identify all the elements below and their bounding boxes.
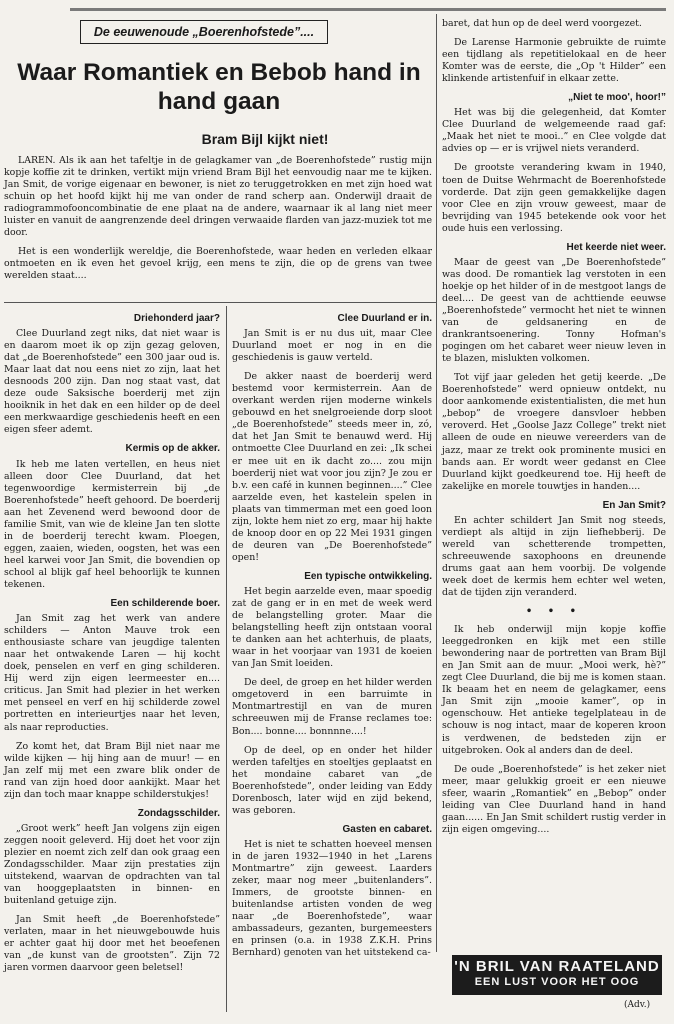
paragraph: Op de deel, op en onder het hilder werden tafeltjes en stoeltjes geplaatst en het mondaine cabaret van „de Boerenhofstede”, onder leiding van Eddy Dorenbosch, later wijd en zijd bekend, was geboren. bbox=[232, 744, 432, 816]
paragraph: De grootste verandering kwam in 1940, toen de Duitse Wehrmacht de Boerenhofstede vorderde. Dat zijn geen gemakkelijke dagen voor Clee en zijn vrouw geweest, maar de bevrijding van 1945 betekende ook voor het oude huis een verlossing. bbox=[442, 162, 666, 234]
paragraph: De Larense Harmonie gebruikte de ruimte een tijdlang als repetitielokaal en de heer Komter was de eerste, die „Op 't Hilder” een klinkende artistenfuif in elkaar zette. bbox=[442, 37, 666, 85]
paragraph: LAREN. Als ik aan het tafeltje in de gelagkamer van „de Boerenhofstede” rustig mijn kopje koffie zit te drinken, vertikt mijn vriend Bram Bijl het eenvoudig naar me te kijken. Jan Smit, de vorige eigenaar en bewoner, is niet zo teruggetrokken en met zijn hoed wat schuin op het hoofd kijkt hij me van onder de rand scherp aan. Onderwijl draait de radiogrammofooncombinatie de ene plaat na de andere, waarnaar ik al lang niet meer luister en vanuit de aangrenzende deel dringen verwaaide flarden van jazz-muziek tot me door. bbox=[4, 155, 432, 239]
paragraph: De akker naast de boerderij werd bestemd voor kermisterrein. Aan de overkant werden rijen moderne winkels gebouwd en het snelgroeiende dorp sloot „de Boerenhofstede” steeds meer in, zó, dat het Jan Smit te benauwd werd. Hij ontmoette Clee Duurland en zei: „Ik schei er mee uit en ik dacht zo.... zou mijn boerderij niet wat voor jou zijn? Je zou er b.v. een café in kunnen beginnen....” Clee aarzelde even, het kastelein spelen in plaats van timmerman met een goed loon zijn, lokte hem niet zo erg, maar hij hakte de knoop door en op 22 Mei 1931 gingen de deuren van „De Boerenhofstede” open! bbox=[232, 371, 432, 563]
lead-rule bbox=[4, 302, 436, 303]
top-rule bbox=[70, 8, 666, 11]
paragraph: Het is niet te schatten hoeveel mensen in de jaren 1932—1940 in het „Larens Montmartre” zijn geweest. Laarders zeker, maar nog meer „buitenlanders”. Immers, de grootste binnen- en buitenlandse artisten vonden de weg naar „de Boerenhofstede”, waar ambassadeurs, gezanten, burgemeesters en prinsen (o.a. in 1938 Z.K.H. Prins Bernhard) genoten van het uitstekend ca- bbox=[232, 838, 432, 959]
lead-paragraphs bbox=[4, 155, 432, 289]
subheading: Zondagsschilder. bbox=[137, 807, 220, 819]
paragraph: Jan Smit heeft „de Boerenhofstede” verlaten, maar in het nieuwgebouwde huis er achter gaat hij door met het beoefenen van „de kunst van de grootsten”. Zijn 72 jaren vormen daarvoor geen beletsel! bbox=[4, 914, 220, 974]
subheading: Het keerde niet weer. bbox=[566, 241, 666, 253]
adv-label: (Adv.) bbox=[624, 1000, 651, 1010]
subheading: Een schilderende boer. bbox=[110, 598, 220, 610]
ad-line-2: EEN LUST VOOR HET OOG bbox=[474, 976, 640, 988]
subheading: Clee Duurland er in. bbox=[337, 313, 432, 324]
subheading: Een typische ontwikkeling. bbox=[304, 570, 432, 582]
paragraph: En achter schildert Jan Smit nog steeds, verdiept als altijd in zijn liefhebberij. De wereld van schetterende trompetten, schreeuwende saxophoons en dreunende drums gaat aan hem voorbij. De volgende week doet de kermis hem echter wel weten, dat de tijden zijn veranderd. bbox=[442, 514, 666, 599]
subheading: Driehonderd jaar? bbox=[133, 313, 220, 324]
column-3 bbox=[442, 18, 666, 843]
advertisement-raateland bbox=[452, 955, 662, 995]
byline: Bram Bijl kijkt niet! bbox=[201, 131, 329, 147]
paragraph: Jan Smit is er nu dus uit, maar Clee Duurland moet er nog in en die geschiedenis is gauw verteld. bbox=[232, 328, 432, 364]
kicker-box: De eeuwenoude „Boerenhofstede”.... bbox=[80, 20, 328, 44]
subheading: En Jan Smit? bbox=[602, 499, 666, 511]
paragraph: Het was bij die gelegenheid, dat Komter Clee Duurland de welgemeende raad gaf: „Maak het niet te mooi..” en Clee volgde dat advies op — er is vrijwel niets veranderd. bbox=[442, 107, 666, 155]
subheading: „Niet te moo', hoor!” bbox=[568, 92, 666, 104]
column-2 bbox=[232, 310, 432, 966]
subheading: Gasten en cabaret. bbox=[342, 823, 432, 835]
paragraph: Het begin aarzelde even, maar spoedig zat de gang er in en met de week werd de belangstelling groter. Maar die belangstelling heeft zijn ontstaan vooral te danken aan het achterhuis, de plaats, waar in het voorjaar van 1931 de koeien van Jan Smit loeiden. bbox=[232, 585, 432, 670]
subheading: Kermis op de akker. bbox=[125, 443, 220, 455]
paragraph: Tot vijf jaar geleden het getij keerde. „De Boerenhofstede” werd opnieuw ontdekt, nu door aankomende existentialisten, die met hun „bebop” de vroegere dansvloer hebben veroverd. Het „Goolse Jazz College” trekt niet alleen de oude en nieuwe vereerders van de jazz, maar ze trekt ook prominente musici en bands aan. Er wordt weer gedanst en Clee Duurland kijkt goedkeurend toe. Hij heeft de zakelijke en morele touwtjes in handen.... bbox=[442, 372, 666, 492]
paragraph: Het is een wonderlijk wereldje, die Boerenhofstede, waar heden en verleden elkaar ontmoeten en ik even het gevoel krijg, een mens te zijn, die op de grens van twee werelden staat.... bbox=[4, 246, 432, 282]
paragraph: De oude „Boerenhofstede” is het zeker niet meer, maar gelukkig groeit er een nieuwe sfeer, waarin „Romantiek” en „Bebop” onder leiding van Clee Duurland hand in hand gaan...... En Jan Smit schildert rustig verder in zijn eigen omgeving.... bbox=[442, 763, 666, 835]
paragraph: baret, dat hun op de deel werd voorgezet. bbox=[442, 18, 642, 29]
section-separator: • • • bbox=[525, 606, 583, 618]
paragraph: Clee Duurland zegt niks, dat niet waar is en daarom moet ik op zijn gezag geloven, dat „de Boerenhofstede” een 300 jaar oud is. Maar laat dat nou eens niet zo zijn, laat het desnoods 200 zijn. Dan nog staat vast, dat deze oude Saksische boerderij met zijn hooiknik in het dak en een hilder op de deel een merkwaardige geschiedenis heeft en een eigen sfeer ademt. bbox=[4, 328, 220, 436]
headline: Waar Romantiek en Bebob hand in hand gaan bbox=[17, 59, 421, 115]
paragraph: „Groot werk” heeft Jan volgens zijn eigen zeggen nooit geleverd. Hij doet het voor zijn plezier en noemt zich zelf dan ook graag een Zondagsschilder. Maar zijn prestaties zijn uitstekend, waarvan de opdrachten van tal van hooggeplaatsten in binnen- en buitenland getuige zijn. bbox=[4, 822, 220, 907]
ad-line-1: 'N BRIL VAN RAATELAND bbox=[454, 958, 660, 975]
paragraph: Maar de geest van „De Boerenhofstede” was dood. De romantiek lag verstoten in een hoekje op het hilder of in de mestgoot langs de deel.... De geest van de achttiende eeuwse „Boerenhofstede” vermocht het niet te winnen van de geldsanering en de drankrantsoenering. Tonny Hofman's pogingen om het cabaret weer nieuw leven in te blazen, mislukten volkomen. bbox=[442, 256, 667, 365]
column-1 bbox=[4, 310, 220, 981]
paragraph: Jan Smit zag het werk van andere schilders — Anton Mauve trok een enthousiaste schare van jeugdige talenten naar het ontwakende Laren — hij kocht doek, penselen en verf en ging schilderen. Hij werd zijn eigen leermeester en.... criticus. Jan Smit had plezier in het werken met penseel en verf en hij schilderde zowel portretten en interieurtjes naar het leven, als naar reproducties. bbox=[4, 613, 220, 733]
paragraph: Ik heb me laten vertellen, en heus niet alleen door Clee Duurland, dat het tegenwoordige kermisterrein bij „de Boerenhofstede” heeft gehoord. De boerderij aan het Zevenend werd bewoond door de familie Smit, van wie de kleine Jan ten slotte in de boerderij terecht kwam. Ploegen, eggen, zaaien, wieden, oogsten, het was een heel karwei voor Jan Smit, die bovendien op school al blijk gaf heel behoorlijk te kunnen tekenen. bbox=[4, 458, 220, 590]
paragraph: Ik heb onderwijl mijn kopje koffie leeggedronken en kijk met een stille bewondering naar de portretten van Bram Bijl en Jan Smit aan de muur. „Mooi werk, hè?” zegt Clee Duurland, die bij me is komen staan. Ik beaam het en neem de gelagkamer, eens Jan Smit zijn „mooie kamer”, op in ogenschouw. Het antieke tegelplateau in de schouw is nog intact, maar de koperen kroon is verdwenen, de bedsteden zijn er uitgebroken. Ook al anders dan de deel. bbox=[442, 624, 666, 756]
paragraph: De deel, de groep en het hilder werden omgetoverd in een barruimte in Montmartrestijl en van de muren schreeuwen mij de Franse reclames toe: Bon.... bonne.... bonnnne....! bbox=[232, 677, 432, 737]
paragraph: Zo komt het, dat Bram Bijl niet naar me wilde kijken — hij hing aan de muur! — en Jan zelf mij met een zware blik onder de rand van zijn hoed door aankijkt. Maar het zijn dan toch maar knappe schilderstukjes! bbox=[4, 740, 220, 800]
column-rule-right bbox=[436, 14, 437, 952]
column-rule-middle bbox=[226, 306, 227, 1012]
